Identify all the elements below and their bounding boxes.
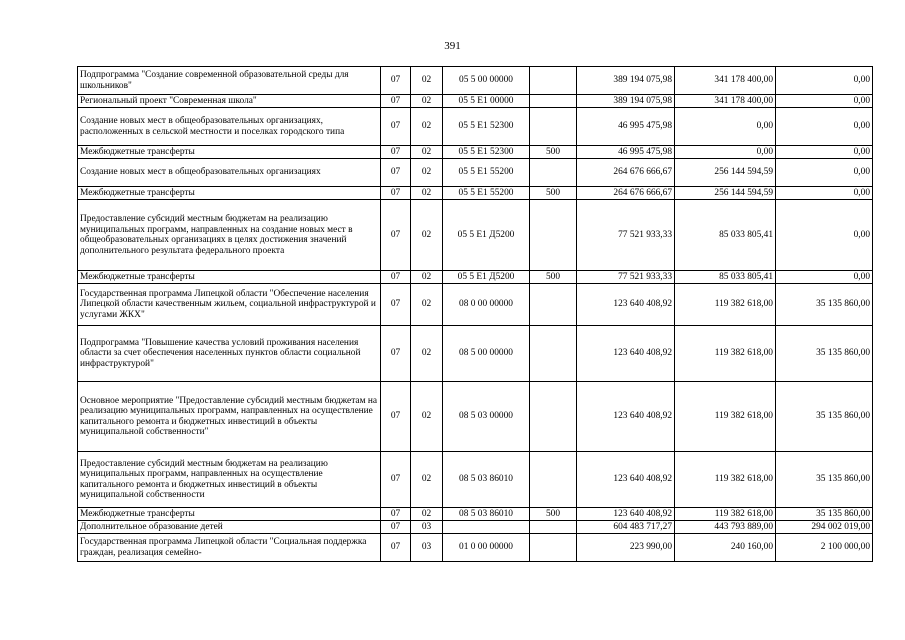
table-row	[78, 326, 873, 382]
amount-year1-cell: 223 990,00	[577, 534, 675, 562]
target-article-cell: 05 5 E1 55200	[443, 159, 530, 187]
amount-year2-cell: 443 793 889,00	[675, 521, 776, 534]
amount-year2-cell: 119 382 618,00	[675, 284, 776, 326]
row-name-cell: Предоставление субсидий местным бюджетам на реализацию муниципальных программ, направленных на осуществление капитального ремонта и бюджетных инвестиций в объекты муниципальной собственности	[78, 452, 381, 508]
amount-year3-cell: 35 135 860,00	[776, 326, 873, 382]
table-row	[78, 200, 873, 271]
expense-type-cell	[530, 326, 577, 382]
table-row	[78, 521, 873, 534]
target-article-cell: 01 0 00 00000	[443, 534, 530, 562]
target-article-cell: 05 5 E1 Д5200	[443, 200, 530, 271]
expense-type-cell	[530, 95, 577, 108]
table-row	[78, 95, 873, 108]
amount-year1-cell: 123 640 408,92	[577, 284, 675, 326]
amount-year2-cell: 256 144 594,59	[675, 187, 776, 200]
subsection-code-cell: 02	[411, 159, 443, 187]
section-code-cell: 07	[381, 108, 411, 146]
subsection-code-cell: 02	[411, 146, 443, 159]
amount-year3-cell: 35 135 860,00	[776, 508, 873, 521]
expense-type-cell	[530, 67, 577, 95]
table-row	[78, 146, 873, 159]
expense-type-cell	[530, 159, 577, 187]
target-article-cell: 05 5 E1 55200	[443, 187, 530, 200]
subsection-code-cell: 02	[411, 271, 443, 284]
table-row	[78, 534, 873, 562]
subsection-code-cell: 02	[411, 187, 443, 200]
target-article-cell: 08 5 00 00000	[443, 326, 530, 382]
row-name-cell: Подпрограмма "Повышение качества условий проживания населения области за счет обеспечения населенных пунктов области социальной инфраструктурой"	[78, 326, 381, 382]
amount-year1-cell: 77 521 933,33	[577, 200, 675, 271]
target-article-cell: 05 5 E1 00000	[443, 95, 530, 108]
table-row	[78, 508, 873, 521]
row-name-cell: Подпрограмма "Создание современной образовательной среды для школьников"	[78, 67, 381, 95]
section-code-cell: 07	[381, 284, 411, 326]
section-code-cell: 07	[381, 521, 411, 534]
subsection-code-cell: 03	[411, 534, 443, 562]
table-row	[78, 187, 873, 200]
amount-year2-cell: 0,00	[675, 108, 776, 146]
amount-year2-cell: 119 382 618,00	[675, 452, 776, 508]
amount-year3-cell: 2 100 000,00	[776, 534, 873, 562]
expense-type-cell	[530, 108, 577, 146]
subsection-code-cell: 02	[411, 200, 443, 271]
target-article-cell: 08 0 00 00000	[443, 284, 530, 326]
amount-year3-cell: 0,00	[776, 271, 873, 284]
row-name-cell: Создание новых мест в общеобразовательных организациях, расположенных в сельской местности и поселках городского типа	[78, 108, 381, 146]
expense-type-cell	[530, 200, 577, 271]
section-code-cell: 07	[381, 159, 411, 187]
target-article-cell: 05 5 E1 Д5200	[443, 271, 530, 284]
amount-year1-cell: 77 521 933,33	[577, 271, 675, 284]
table-row	[78, 382, 873, 452]
amount-year2-cell: 341 178 400,00	[675, 67, 776, 95]
table-row	[78, 452, 873, 508]
section-code-cell: 07	[381, 534, 411, 562]
table-row	[78, 159, 873, 187]
section-code-cell: 07	[381, 326, 411, 382]
target-article-cell: 08 5 03 00000	[443, 382, 530, 452]
subsection-code-cell: 02	[411, 508, 443, 521]
budget-table	[77, 66, 873, 562]
subsection-code-cell: 02	[411, 382, 443, 452]
row-name-cell: Региональный проект "Современная школа"	[78, 95, 381, 108]
amount-year3-cell: 0,00	[776, 200, 873, 271]
section-code-cell: 07	[381, 67, 411, 95]
section-code-cell: 07	[381, 200, 411, 271]
target-article-cell: 08 5 03 86010	[443, 452, 530, 508]
amount-year2-cell: 119 382 618,00	[675, 382, 776, 452]
amount-year1-cell: 123 640 408,92	[577, 508, 675, 521]
expense-type-cell: 500	[530, 508, 577, 521]
expense-type-cell	[530, 284, 577, 326]
expense-type-cell: 500	[530, 187, 577, 200]
section-code-cell: 07	[381, 95, 411, 108]
amount-year1-cell: 123 640 408,92	[577, 326, 675, 382]
amount-year2-cell: 341 178 400,00	[675, 95, 776, 108]
amount-year1-cell: 604 483 717,27	[577, 521, 675, 534]
expense-type-cell	[530, 382, 577, 452]
expense-type-cell: 500	[530, 271, 577, 284]
subsection-code-cell: 02	[411, 95, 443, 108]
target-article-cell: 05 5 E1 52300	[443, 146, 530, 159]
amount-year3-cell: 0,00	[776, 95, 873, 108]
amount-year3-cell: 35 135 860,00	[776, 452, 873, 508]
amount-year2-cell: 119 382 618,00	[675, 508, 776, 521]
target-article-cell	[443, 521, 530, 534]
subsection-code-cell: 02	[411, 108, 443, 146]
amount-year3-cell: 35 135 860,00	[776, 284, 873, 326]
section-code-cell: 07	[381, 452, 411, 508]
table-row	[78, 108, 873, 146]
amount-year1-cell: 264 676 666,67	[577, 187, 675, 200]
amount-year2-cell: 85 033 805,41	[675, 200, 776, 271]
amount-year2-cell: 256 144 594,59	[675, 159, 776, 187]
row-name-cell: Межбюджетные трансферты	[78, 508, 381, 521]
amount-year3-cell: 0,00	[776, 146, 873, 159]
expense-type-cell	[530, 452, 577, 508]
row-name-cell: Государственная программа Липецкой области "Обеспечение населения Липецкой области качественным жильем, социальной инфраструктурой и услугами ЖКХ"	[78, 284, 381, 326]
section-code-cell: 07	[381, 508, 411, 521]
amount-year1-cell: 46 995 475,98	[577, 108, 675, 146]
target-article-cell: 05 5 00 00000	[443, 67, 530, 95]
subsection-code-cell: 03	[411, 521, 443, 534]
row-name-cell: Предоставление субсидий местным бюджетам на реализацию муниципальных программ, направленных на создание новых мест в общеобразовательных организациях в целях достижения значений дополнительного результата федерального проекта	[78, 200, 381, 271]
section-code-cell: 07	[381, 187, 411, 200]
subsection-code-cell: 02	[411, 284, 443, 326]
amount-year3-cell: 35 135 860,00	[776, 382, 873, 452]
table-row	[78, 284, 873, 326]
subsection-code-cell: 02	[411, 67, 443, 95]
amount-year2-cell: 0,00	[675, 146, 776, 159]
amount-year3-cell: 294 002 019,00	[776, 521, 873, 534]
amount-year2-cell: 240 160,00	[675, 534, 776, 562]
target-article-cell: 05 5 E1 52300	[443, 108, 530, 146]
amount-year2-cell: 119 382 618,00	[675, 326, 776, 382]
amount-year3-cell: 0,00	[776, 108, 873, 146]
row-name-cell: Создание новых мест в общеобразовательных организациях	[78, 159, 381, 187]
amount-year1-cell: 123 640 408,92	[577, 452, 675, 508]
row-name-cell: Межбюджетные трансферты	[78, 187, 381, 200]
amount-year3-cell: 0,00	[776, 159, 873, 187]
amount-year3-cell: 0,00	[776, 187, 873, 200]
subsection-code-cell: 02	[411, 452, 443, 508]
page-number: 391	[444, 40, 461, 52]
amount-year1-cell: 46 995 475,98	[577, 146, 675, 159]
section-code-cell: 07	[381, 146, 411, 159]
row-name-cell: Государственная программа Липецкой области "Социальная поддержка граждан, реализация семейно-	[78, 534, 381, 562]
row-name-cell: Основное мероприятие "Предоставление субсидий местным бюджетам на реализацию муниципальных программ, направленных на осуществление капитального ремонта и бюджетных инвестиций в объекты муниципальной собственности"	[78, 382, 381, 452]
amount-year1-cell: 389 194 075,98	[577, 67, 675, 95]
amount-year1-cell: 389 194 075,98	[577, 95, 675, 108]
subsection-code-cell: 02	[411, 326, 443, 382]
section-code-cell: 07	[381, 271, 411, 284]
expense-type-cell	[530, 521, 577, 534]
section-code-cell: 07	[381, 382, 411, 452]
row-name-cell: Межбюджетные трансферты	[78, 146, 381, 159]
amount-year1-cell: 264 676 666,67	[577, 159, 675, 187]
amount-year2-cell: 85 033 805,41	[675, 271, 776, 284]
table-row	[78, 67, 873, 95]
amount-year1-cell: 123 640 408,92	[577, 382, 675, 452]
row-name-cell: Дополнительное образование детей	[78, 521, 381, 534]
expense-type-cell: 500	[530, 146, 577, 159]
target-article-cell: 08 5 03 86010	[443, 508, 530, 521]
table-row	[78, 271, 873, 284]
expense-type-cell	[530, 534, 577, 562]
row-name-cell: Межбюджетные трансферты	[78, 271, 381, 284]
amount-year3-cell: 0,00	[776, 67, 873, 95]
